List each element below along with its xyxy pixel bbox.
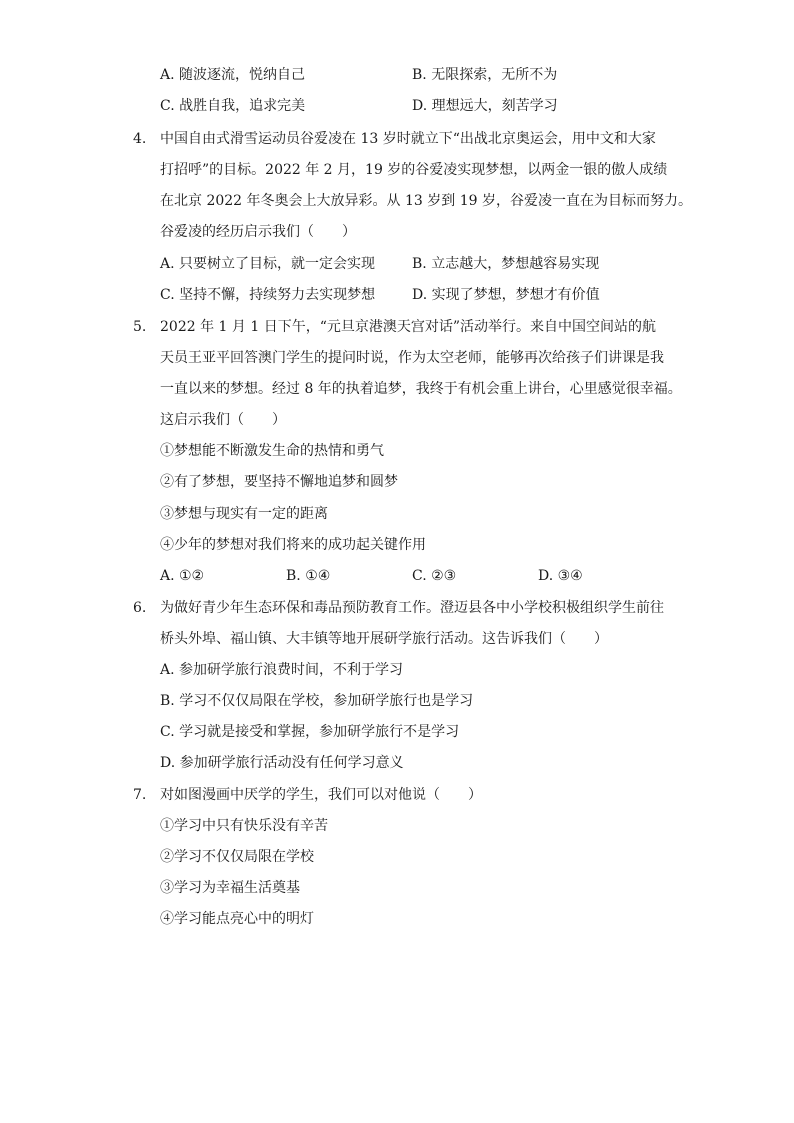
q4-options-row-2 (160, 285, 664, 305)
q7-number: 7. (133, 787, 147, 803)
q5-option-a: A. ①② (160, 568, 205, 584)
q5-stem-line-4: 这启示我们（ ） (160, 412, 286, 428)
q4-stem-line-3: 在北京 2022 年冬奥会上大放异彩。从 13 岁到 19 岁，谷爱凌一直在为目标而努力。 (160, 193, 692, 209)
q3-options-row-1 (160, 65, 664, 85)
q5-option-c: C. ②③ (412, 568, 457, 584)
q6-stem-line-1: 为做好青少年生态环保和毒品预防教育工作。澄迈县各中小学校积极组织学生前往 (160, 600, 664, 616)
q5-item-2: ②有了梦想，要坚持不懈地追梦和圆梦 (160, 474, 398, 490)
q7-item-2: ②学习不仅仅局限在学校 (160, 849, 314, 865)
q5-number: 5. (133, 319, 147, 335)
q5-stem-line-1: 2022 年 1 月 1 日下午，“元旦京港澳天宫对话”活动举行。来自中国空间站的航 (160, 319, 657, 335)
q5-item-1: ①梦想能不断激发生命的热情和勇气 (160, 443, 384, 459)
q6-option-a: A. 参加研学旅行浪费时间，不利于学习 (160, 662, 404, 678)
q3-option-b: B. 无限探索，无所不为 (412, 67, 558, 83)
q6-stem-line-2: 桥头外埠、福山镇、大丰镇等地开展研学旅行活动。这告诉我们（ ） (160, 631, 608, 647)
q4-option-c: C. 坚持不懈，持续努力去实现梦想 (160, 287, 376, 303)
q4-option-d: D. 实现了梦想，梦想才有价值 (412, 287, 600, 303)
q3-option-d: D. 理想远大，刻苦学习 (412, 98, 558, 114)
q5-stem-line-3: 一直以来的梦想。经过 8 年的执着追梦，我终于有机会重上讲台，心里感觉很幸福。 (160, 381, 682, 397)
q4-stem-line-1: 中国自由式滑雪运动员谷爱凌在 13 岁时就立下“出战北京奥运会，用中文和大家 (160, 131, 656, 147)
q6-option-c: C. 学习就是接受和掌握，参加研学旅行不是学习 (160, 724, 460, 740)
q7-item-4: ④学习能点亮心中的明灯 (160, 911, 314, 927)
q7-item-1: ①学习中只有快乐没有辛苦 (160, 818, 328, 834)
q4-stem-line-2: 打招呼”的目标。2022 年 2 月，19 岁的谷爱凌实现梦想，以两金一银的傲人成绩 (160, 162, 668, 178)
q5-item-4: ④少年的梦想对我们将来的成功起关键作用 (160, 537, 426, 553)
q5-option-d: D. ③④ (538, 568, 583, 584)
q6-option-d: D. 参加研学旅行活动没有任何学习意义 (160, 755, 404, 771)
q7-item-3: ③学习为幸福生活奠基 (160, 880, 300, 896)
q4-option-b: B. 立志越大，梦想越容易实现 (412, 256, 600, 272)
q3-option-c: C. 战胜自我，追求完美 (160, 98, 306, 114)
q4-option-a: A. 只要树立了目标，就一定会实现 (160, 256, 376, 272)
q6-option-b: B. 学习不仅仅局限在学校，参加研学旅行也是学习 (160, 693, 474, 709)
q7-stem-line-1: 对如图漫画中厌学的学生，我们可以对他说（ ） (160, 787, 482, 803)
q3-options-row-2 (160, 96, 664, 116)
q4-stem-line-4: 谷爱凌的经历启示我们（ ） (160, 224, 356, 240)
q4-number: 4. (133, 131, 147, 147)
q5-options-row (160, 566, 664, 586)
q6-number: 6. (133, 600, 147, 616)
q3-option-a: A. 随波逐流，悦纳自己 (160, 67, 306, 83)
q5-stem-line-2: 天员王亚平回答澳门学生的提问时说，作为太空老师，能够再次给孩子们讲课是我 (160, 350, 664, 366)
q4-options-row-1 (160, 254, 664, 274)
q5-item-3: ③梦想与现实有一定的距离 (160, 506, 328, 522)
q5-option-b: B. ①④ (286, 568, 331, 584)
